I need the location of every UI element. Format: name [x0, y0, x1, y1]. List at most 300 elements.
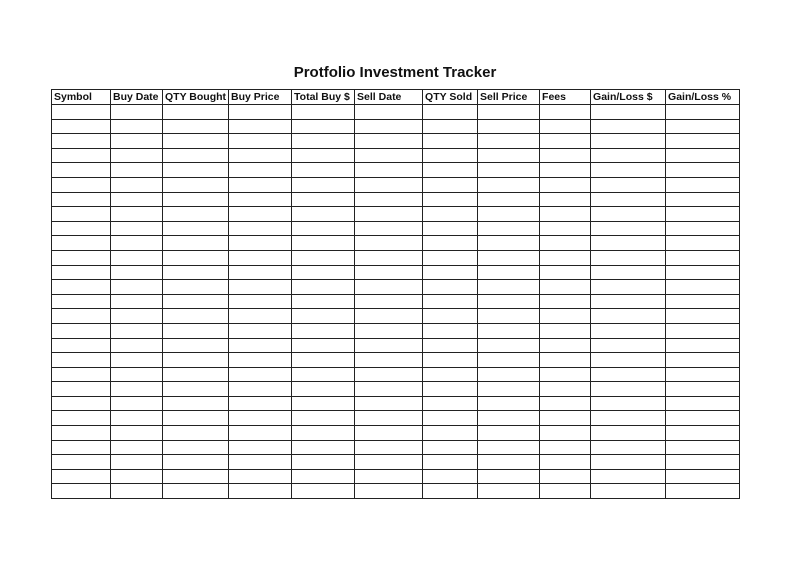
- table-cell[interactable]: [52, 280, 111, 295]
- table-cell[interactable]: [478, 250, 540, 265]
- table-cell[interactable]: [666, 148, 740, 163]
- table-cell[interactable]: [540, 382, 591, 397]
- table-cell[interactable]: [540, 236, 591, 251]
- table-cell[interactable]: [163, 163, 229, 178]
- table-cell[interactable]: [591, 353, 666, 368]
- table-cell[interactable]: [666, 484, 740, 499]
- table-cell[interactable]: [478, 484, 540, 499]
- table-cell[interactable]: [666, 440, 740, 455]
- table-cell[interactable]: [540, 484, 591, 499]
- table-cell[interactable]: [111, 323, 163, 338]
- table-cell[interactable]: [423, 440, 478, 455]
- table-cell[interactable]: [52, 455, 111, 470]
- table-cell[interactable]: [163, 265, 229, 280]
- table-cell[interactable]: [540, 309, 591, 324]
- table-cell[interactable]: [229, 455, 292, 470]
- table-cell[interactable]: [163, 411, 229, 426]
- table-cell[interactable]: [52, 177, 111, 192]
- table-cell[interactable]: [478, 236, 540, 251]
- table-cell[interactable]: [111, 119, 163, 134]
- table-cell[interactable]: [540, 280, 591, 295]
- table-cell[interactable]: [540, 192, 591, 207]
- table-cell[interactable]: [666, 455, 740, 470]
- table-cell[interactable]: [292, 338, 355, 353]
- table-cell[interactable]: [292, 105, 355, 120]
- table-cell[interactable]: [478, 426, 540, 441]
- table-cell[interactable]: [540, 221, 591, 236]
- table-cell[interactable]: [591, 426, 666, 441]
- table-cell[interactable]: [52, 207, 111, 222]
- table-cell[interactable]: [478, 338, 540, 353]
- table-cell[interactable]: [355, 105, 423, 120]
- table-cell[interactable]: [111, 382, 163, 397]
- table-cell[interactable]: [111, 265, 163, 280]
- table-cell[interactable]: [292, 119, 355, 134]
- table-cell[interactable]: [292, 163, 355, 178]
- table-row: [52, 265, 740, 280]
- table-cell[interactable]: [478, 382, 540, 397]
- table-cell[interactable]: [666, 353, 740, 368]
- table-cell[interactable]: [52, 353, 111, 368]
- table-cell[interactable]: [478, 265, 540, 280]
- table-cell[interactable]: [478, 148, 540, 163]
- table-cell[interactable]: [478, 353, 540, 368]
- table-cell[interactable]: [52, 426, 111, 441]
- table-cell[interactable]: [292, 294, 355, 309]
- table-cell[interactable]: [666, 236, 740, 251]
- table-cell[interactable]: [111, 105, 163, 120]
- table-cell[interactable]: [478, 207, 540, 222]
- table-cell[interactable]: [540, 163, 591, 178]
- table-cell[interactable]: [163, 323, 229, 338]
- table-cell[interactable]: [229, 236, 292, 251]
- table-cell[interactable]: [591, 163, 666, 178]
- table-cell[interactable]: [52, 323, 111, 338]
- table-cell[interactable]: [292, 250, 355, 265]
- table-cell[interactable]: [229, 367, 292, 382]
- table-cell[interactable]: [666, 119, 740, 134]
- table-cell[interactable]: [52, 236, 111, 251]
- table-cell[interactable]: [591, 469, 666, 484]
- table-cell[interactable]: [111, 236, 163, 251]
- table-cell[interactable]: [540, 455, 591, 470]
- table-cell[interactable]: [540, 323, 591, 338]
- table-cell[interactable]: [229, 411, 292, 426]
- table-cell[interactable]: [229, 353, 292, 368]
- table-cell[interactable]: [292, 309, 355, 324]
- table-cell[interactable]: [478, 192, 540, 207]
- table-cell[interactable]: [666, 134, 740, 149]
- table-cell[interactable]: [229, 148, 292, 163]
- table-cell[interactable]: [292, 265, 355, 280]
- table-cell[interactable]: [478, 294, 540, 309]
- table-cell[interactable]: [540, 367, 591, 382]
- table-cell[interactable]: [111, 396, 163, 411]
- table-cell[interactable]: [666, 265, 740, 280]
- table-cell[interactable]: [355, 455, 423, 470]
- table-cell[interactable]: [229, 192, 292, 207]
- table-cell[interactable]: [591, 440, 666, 455]
- table-cell[interactable]: [478, 177, 540, 192]
- table-cell[interactable]: [163, 134, 229, 149]
- table-cell[interactable]: [540, 294, 591, 309]
- table-cell[interactable]: [478, 367, 540, 382]
- table-cell[interactable]: [52, 105, 111, 120]
- table-cell[interactable]: [111, 411, 163, 426]
- table-cell[interactable]: [355, 236, 423, 251]
- table-cell[interactable]: [163, 469, 229, 484]
- table-cell[interactable]: [355, 484, 423, 499]
- table-cell[interactable]: [591, 192, 666, 207]
- table-cell[interactable]: [666, 192, 740, 207]
- table-cell[interactable]: [52, 134, 111, 149]
- table-cell[interactable]: [591, 396, 666, 411]
- table-cell[interactable]: [292, 221, 355, 236]
- table-cell[interactable]: [229, 294, 292, 309]
- table-cell[interactable]: [355, 367, 423, 382]
- table-cell[interactable]: [591, 236, 666, 251]
- table-cell[interactable]: [423, 148, 478, 163]
- table-cell[interactable]: [478, 163, 540, 178]
- table-cell[interactable]: [163, 207, 229, 222]
- table-cell[interactable]: [163, 177, 229, 192]
- table-cell[interactable]: [355, 192, 423, 207]
- table-cell[interactable]: [52, 396, 111, 411]
- table-cell[interactable]: [591, 367, 666, 382]
- table-cell[interactable]: [229, 323, 292, 338]
- table-cell[interactable]: [540, 207, 591, 222]
- table-cell[interactable]: [540, 250, 591, 265]
- table-cell[interactable]: [355, 411, 423, 426]
- table-cell[interactable]: [111, 484, 163, 499]
- table-cell[interactable]: [423, 353, 478, 368]
- table-cell[interactable]: [229, 250, 292, 265]
- table-cell[interactable]: [540, 105, 591, 120]
- table-cell[interactable]: [666, 338, 740, 353]
- table-cell[interactable]: [163, 367, 229, 382]
- table-cell[interactable]: [666, 469, 740, 484]
- table-cell[interactable]: [52, 294, 111, 309]
- table-cell[interactable]: [229, 177, 292, 192]
- table-cell[interactable]: [163, 484, 229, 499]
- table-cell[interactable]: [111, 148, 163, 163]
- table-cell[interactable]: [666, 323, 740, 338]
- table-cell[interactable]: [292, 484, 355, 499]
- table-cell[interactable]: [540, 148, 591, 163]
- table-cell[interactable]: [355, 396, 423, 411]
- table-cell[interactable]: [591, 455, 666, 470]
- table-cell[interactable]: [292, 382, 355, 397]
- table-cell[interactable]: [591, 221, 666, 236]
- table-cell[interactable]: [163, 294, 229, 309]
- table-cell[interactable]: [423, 280, 478, 295]
- table-cell[interactable]: [666, 382, 740, 397]
- table-cell[interactable]: [478, 221, 540, 236]
- table-cell[interactable]: [163, 455, 229, 470]
- table-cell[interactable]: [355, 353, 423, 368]
- table-cell[interactable]: [292, 426, 355, 441]
- table-cell[interactable]: [355, 177, 423, 192]
- table-cell[interactable]: [355, 382, 423, 397]
- table-cell[interactable]: [591, 134, 666, 149]
- table-cell[interactable]: [292, 134, 355, 149]
- table-cell[interactable]: [229, 426, 292, 441]
- table-cell[interactable]: [591, 411, 666, 426]
- table-cell[interactable]: [111, 367, 163, 382]
- table-cell[interactable]: [163, 440, 229, 455]
- table-cell[interactable]: [540, 353, 591, 368]
- table-cell[interactable]: [111, 221, 163, 236]
- table-cell[interactable]: [229, 119, 292, 134]
- table-cell[interactable]: [423, 207, 478, 222]
- table-cell[interactable]: [540, 411, 591, 426]
- table-cell[interactable]: [591, 148, 666, 163]
- table-cell[interactable]: [111, 294, 163, 309]
- table-cell[interactable]: [163, 221, 229, 236]
- table-cell[interactable]: [229, 221, 292, 236]
- table-cell[interactable]: [478, 396, 540, 411]
- table-cell[interactable]: [229, 163, 292, 178]
- table-cell[interactable]: [52, 148, 111, 163]
- table-cell[interactable]: [292, 440, 355, 455]
- table-cell[interactable]: [423, 192, 478, 207]
- table-cell[interactable]: [423, 134, 478, 149]
- table-cell[interactable]: [163, 338, 229, 353]
- table-cell[interactable]: [591, 382, 666, 397]
- table-cell[interactable]: [591, 265, 666, 280]
- table-cell[interactable]: [666, 177, 740, 192]
- table-cell[interactable]: [423, 177, 478, 192]
- table-cell[interactable]: [423, 163, 478, 178]
- table-cell[interactable]: [163, 148, 229, 163]
- table-cell[interactable]: [229, 484, 292, 499]
- table-cell[interactable]: [111, 163, 163, 178]
- table-cell[interactable]: [292, 396, 355, 411]
- table-cell[interactable]: [423, 426, 478, 441]
- table-cell[interactable]: [666, 207, 740, 222]
- table-cell[interactable]: [229, 105, 292, 120]
- table-cell[interactable]: [111, 469, 163, 484]
- table-row: [52, 105, 740, 120]
- table-cell[interactable]: [229, 338, 292, 353]
- table-cell[interactable]: [478, 280, 540, 295]
- table-cell[interactable]: [355, 148, 423, 163]
- table-cell[interactable]: [229, 440, 292, 455]
- table-cell[interactable]: [163, 250, 229, 265]
- table-cell[interactable]: [163, 236, 229, 251]
- table-cell[interactable]: [111, 192, 163, 207]
- table-cell[interactable]: [111, 440, 163, 455]
- table-cell[interactable]: [666, 280, 740, 295]
- table-cell[interactable]: [52, 367, 111, 382]
- table-cell[interactable]: [163, 353, 229, 368]
- table-cell[interactable]: [666, 163, 740, 178]
- table-cell[interactable]: [355, 338, 423, 353]
- table-cell[interactable]: [229, 280, 292, 295]
- table-cell[interactable]: [111, 250, 163, 265]
- table-cell[interactable]: [423, 484, 478, 499]
- table-cell[interactable]: [52, 163, 111, 178]
- table-cell[interactable]: [478, 119, 540, 134]
- table-cell[interactable]: [111, 455, 163, 470]
- table-cell[interactable]: [292, 323, 355, 338]
- table-cell[interactable]: [111, 353, 163, 368]
- table-cell[interactable]: [229, 207, 292, 222]
- table-cell[interactable]: [229, 382, 292, 397]
- table-cell[interactable]: [423, 105, 478, 120]
- table-cell[interactable]: [111, 426, 163, 441]
- table-cell[interactable]: [540, 338, 591, 353]
- table-cell[interactable]: [423, 323, 478, 338]
- table-cell[interactable]: [111, 338, 163, 353]
- table-cell[interactable]: [666, 367, 740, 382]
- table-cell[interactable]: [229, 469, 292, 484]
- table-cell[interactable]: [52, 440, 111, 455]
- table-cell[interactable]: [540, 469, 591, 484]
- table-cell[interactable]: [163, 426, 229, 441]
- table-cell[interactable]: [292, 192, 355, 207]
- table-cell[interactable]: [229, 265, 292, 280]
- table-cell[interactable]: [355, 440, 423, 455]
- table-cell[interactable]: [423, 382, 478, 397]
- table-cell[interactable]: [666, 396, 740, 411]
- table-cell[interactable]: [591, 177, 666, 192]
- table-cell[interactable]: [666, 105, 740, 120]
- table-cell[interactable]: [478, 411, 540, 426]
- table-cell[interactable]: [52, 192, 111, 207]
- table-cell[interactable]: [292, 353, 355, 368]
- table-cell[interactable]: [292, 469, 355, 484]
- table-cell[interactable]: [591, 338, 666, 353]
- table-cell[interactable]: [355, 250, 423, 265]
- table-cell[interactable]: [52, 221, 111, 236]
- table-cell[interactable]: [229, 396, 292, 411]
- table-cell[interactable]: [111, 207, 163, 222]
- table-cell[interactable]: [292, 177, 355, 192]
- table-cell[interactable]: [292, 411, 355, 426]
- table-cell[interactable]: [163, 396, 229, 411]
- table-cell[interactable]: [111, 309, 163, 324]
- table-cell[interactable]: [540, 134, 591, 149]
- table-cell[interactable]: [591, 105, 666, 120]
- table-cell[interactable]: [111, 177, 163, 192]
- table-cell[interactable]: [423, 455, 478, 470]
- table-cell[interactable]: [423, 265, 478, 280]
- table-row: [52, 411, 740, 426]
- table-cell[interactable]: [111, 280, 163, 295]
- table-cell[interactable]: [52, 250, 111, 265]
- table-cell[interactable]: [355, 207, 423, 222]
- table-cell[interactable]: [540, 396, 591, 411]
- table-cell[interactable]: [591, 309, 666, 324]
- table-cell[interactable]: [666, 411, 740, 426]
- table-cell[interactable]: [163, 280, 229, 295]
- table-cell[interactable]: [423, 396, 478, 411]
- table-cell[interactable]: [540, 426, 591, 441]
- table-cell[interactable]: [355, 426, 423, 441]
- table-cell[interactable]: [423, 221, 478, 236]
- table-cell[interactable]: [52, 265, 111, 280]
- table-cell[interactable]: [292, 207, 355, 222]
- table-cell[interactable]: [163, 309, 229, 324]
- table-cell[interactable]: [355, 265, 423, 280]
- table-cell[interactable]: [52, 469, 111, 484]
- table-cell[interactable]: [666, 426, 740, 441]
- table-cell[interactable]: [355, 119, 423, 134]
- table-cell[interactable]: [540, 177, 591, 192]
- table-cell[interactable]: [423, 309, 478, 324]
- table-cell[interactable]: [478, 440, 540, 455]
- table-cell[interactable]: [355, 221, 423, 236]
- table-cell[interactable]: [540, 119, 591, 134]
- table-cell[interactable]: [292, 280, 355, 295]
- table-cell[interactable]: [52, 119, 111, 134]
- table-cell[interactable]: [355, 309, 423, 324]
- table-cell[interactable]: [423, 236, 478, 251]
- table-cell[interactable]: [52, 484, 111, 499]
- table-cell[interactable]: [52, 382, 111, 397]
- table-cell[interactable]: [163, 192, 229, 207]
- table-cell[interactable]: [355, 134, 423, 149]
- table-cell[interactable]: [423, 338, 478, 353]
- table-cell[interactable]: [591, 323, 666, 338]
- table-cell[interactable]: [52, 338, 111, 353]
- table-cell[interactable]: [163, 105, 229, 120]
- table-cell[interactable]: [229, 309, 292, 324]
- table-cell[interactable]: [423, 294, 478, 309]
- table-cell[interactable]: [423, 119, 478, 134]
- table-cell[interactable]: [355, 323, 423, 338]
- table-cell[interactable]: [666, 309, 740, 324]
- table-cell[interactable]: [478, 469, 540, 484]
- table-cell[interactable]: [423, 250, 478, 265]
- table-cell[interactable]: [540, 265, 591, 280]
- table-cell[interactable]: [229, 134, 292, 149]
- table-cell[interactable]: [478, 323, 540, 338]
- table-cell[interactable]: [355, 469, 423, 484]
- table-cell[interactable]: [478, 455, 540, 470]
- table-cell[interactable]: [591, 250, 666, 265]
- table-cell[interactable]: [52, 411, 111, 426]
- table-cell[interactable]: [478, 309, 540, 324]
- table-cell[interactable]: [666, 250, 740, 265]
- table-cell[interactable]: [423, 469, 478, 484]
- table-cell[interactable]: [355, 280, 423, 295]
- table-cell[interactable]: [163, 119, 229, 134]
- table-cell[interactable]: [540, 440, 591, 455]
- table-cell[interactable]: [292, 236, 355, 251]
- table-cell[interactable]: [292, 148, 355, 163]
- table-cell[interactable]: [355, 163, 423, 178]
- table-cell[interactable]: [292, 367, 355, 382]
- table-cell[interactable]: [666, 221, 740, 236]
- table-cell[interactable]: [591, 294, 666, 309]
- table-cell[interactable]: [111, 134, 163, 149]
- table-cell[interactable]: [355, 294, 423, 309]
- table-cell[interactable]: [478, 134, 540, 149]
- table-cell[interactable]: [163, 382, 229, 397]
- table-cell[interactable]: [666, 294, 740, 309]
- table-cell[interactable]: [591, 280, 666, 295]
- table-cell[interactable]: [478, 105, 540, 120]
- table-cell[interactable]: [292, 455, 355, 470]
- table-cell[interactable]: [591, 484, 666, 499]
- table-cell[interactable]: [423, 411, 478, 426]
- table-cell[interactable]: [591, 119, 666, 134]
- table-cell[interactable]: [591, 207, 666, 222]
- table-cell[interactable]: [52, 309, 111, 324]
- table-cell[interactable]: [423, 367, 478, 382]
